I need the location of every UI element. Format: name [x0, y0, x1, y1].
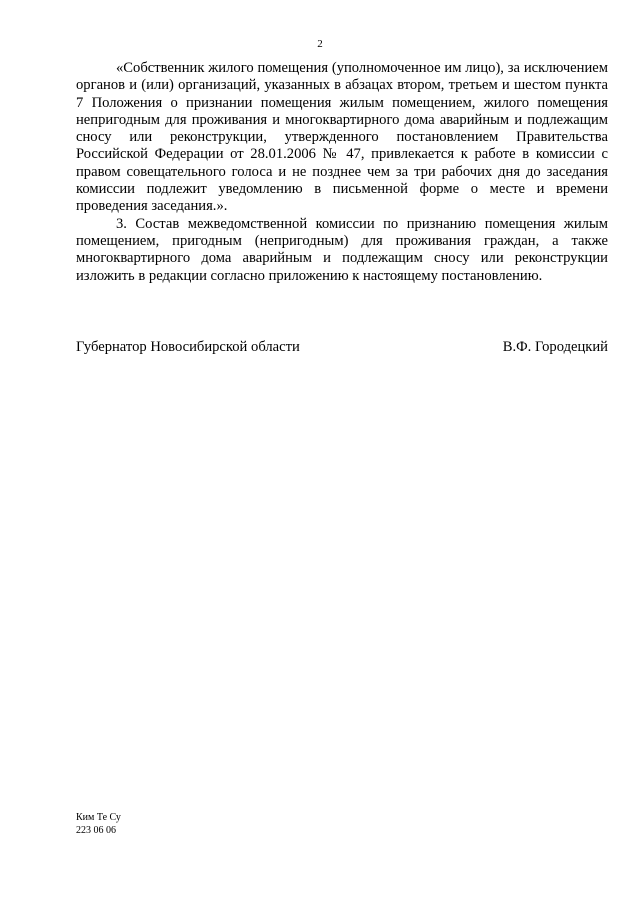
paragraph-commission-composition: 3. Состав межведомственной комиссии по признанию помещения жилым помещением, пригодным (непригодным) для проживания граждан, а также многоквартирного дома аварийным и подлежащим сносу или реконструкции изложить в редакции согласно приложению к настоящему постановлению.	[76, 215, 608, 284]
executor-phone: 223 06 06	[76, 824, 116, 836]
executor-name: Ким Те Су	[76, 812, 121, 823]
signatory-name: В.Ф. Городецкий	[502, 339, 608, 355]
document-body	[76, 60, 608, 285]
signature-block	[76, 339, 608, 356]
signatory-position: Губернатор Новосибирской области	[76, 339, 300, 355]
paragraph-owner-participation: «Собственник жилого помещения (уполномоченное им лицо), за исключением органов и (или) организаций, указанных в абзацах втором, третьем и шестом пункта 7 Положения о признании помещения жилым помещением, жилого помещения непригодным для проживания и многоквартирного дома аварийным и подлежащим сносу или реконструкции, утвержденного постановлением Правительства Российской Федерации от 28.01.2006 № 47, привлекается к работе в комиссии с правом совещательного голоса и не позднее чем за три рабочих дня до заседания комиссии подлежит уведомлению в письменной форме о месте и времени проведения заседания.».	[76, 60, 608, 215]
executor-footer	[76, 812, 121, 837]
page-number: 2	[317, 38, 323, 50]
